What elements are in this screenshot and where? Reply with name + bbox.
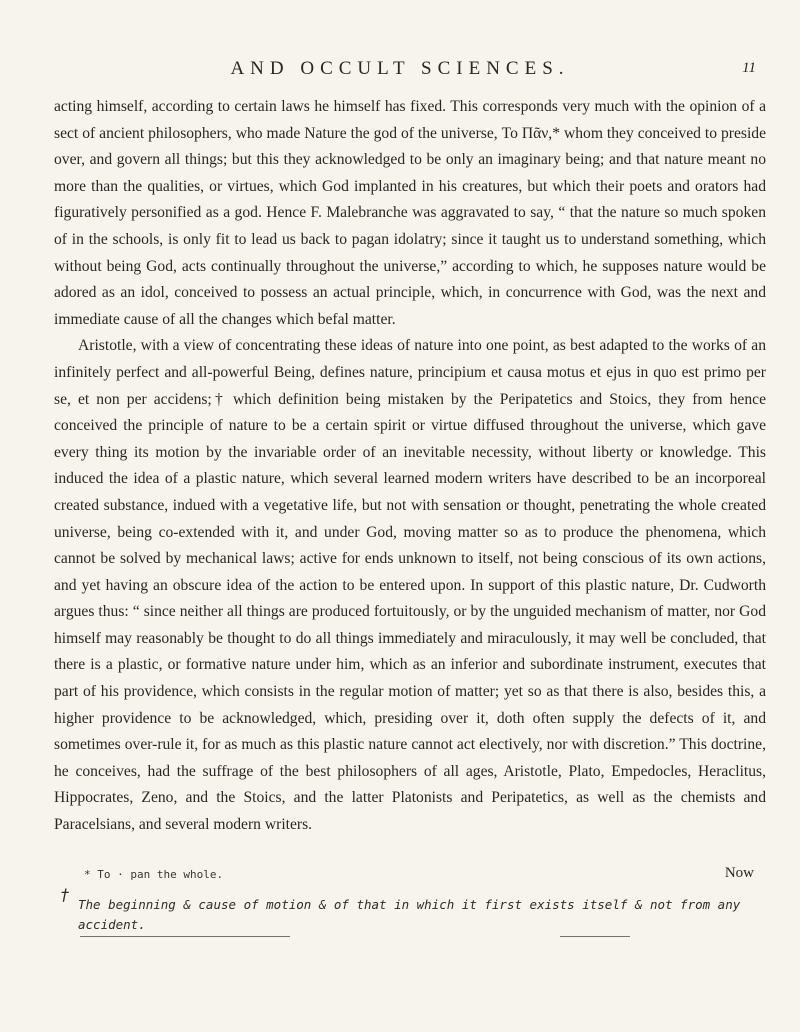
pencil-footnote: * To · pan the whole. (84, 868, 224, 881)
handwritten-note-text: The beginning & cause of motion & of that in which it first exists itself & not from any accident. (78, 897, 741, 932)
underline-stroke (560, 936, 630, 937)
handwritten-note (60, 885, 778, 935)
running-head: AND OCCULT SCIENCES. (230, 58, 570, 79)
catchword: Now (724, 865, 754, 881)
underline-stroke (80, 936, 290, 937)
dagger-mark: † (60, 885, 70, 904)
body-text (54, 94, 766, 839)
paragraph-2: Aristotle, with a view of concentrating these ideas of nature into one point, as best adapted to the works of an infinitely perfect and all-powerful Being, defines nature, principium et causa motus et ejus in quo est primo per se, et non per accidens;† which definition being mistaken by the Peripatetics and Stoics, they from hence conceived the principle of nature to be a certain spirit or virtue diffused throughout the universe, which gave every thing its motion by the invariable order of an inevitable necessity, without liberty or knowledge. This induced the idea of a plastic nature, which several learned modern writers have described to be an incorporeal created substance, indued with a vegetative life, but not with sensation or thought, penetrating the whole created universe, being co-extended with it, and under God, moving matter so as to produce the phenomena, which cannot be solved by mechanical laws; active for ends unknown to itself, not being conscious of its own actions, and yet having an obscure idea of the action to be entered upon. In support of this plastic nature, Dr. Cudworth argues thus: “ since neither all things are produced fortuitously, or by the unguided mechanism of matter, nor God himself may reasonably be thought to do all things immediately and miraculously, it may well be concluded, that there is a plastic, or formative nature under him, which as an inferior and subordinate instrument, executes that part of his providence, which consists in the regular motion of matter; yet so as that there is also, besides this, a higher providence to be acknowledged, which, presiding over it, doth often supply the defects of it, and sometimes over-rule it, for as much as this plastic nature cannot act electively, nor with discretion.” This doctrine, he conceives, had the suffrage of the best philosophers of all ages, Aristotle, Plato, Empedocles, Heraclitus, Hippocrates, Zeno, and the Stoics, and the latter Platonists and Peripatetics, as well as the chemists and Paracelsians, and several modern writers. (54, 337, 766, 834)
paragraph-1: acting himself, according to certain laws he himself has fixed. This corresponds very much with the opinion of a sect of ancient philosophers, who made Nature the god of the universe, Το Πᾶν,* whom they conceived to preside over, and govern all things; but this they acknowledged to be only an imaginary being; and that nature meant no more than the qualities, or virtues, which God implanted in his creatures, but which their poets and orators had figuratively personified as a god. Hence F. Malebranche was aggravated to say, “ that the nature so much spoken of in the schools, is only fit to lead us back to pagan idolatry; since it taught us to understand something, which without being God, acts continually throughout the universe,” according to which, he supposes nature would be adored as an idol, conceived to possess an actual principle, which, in concurrence with God, was the next and immediate cause of all the changes which befal matter. (54, 98, 766, 328)
page-number: 11 (742, 60, 756, 76)
